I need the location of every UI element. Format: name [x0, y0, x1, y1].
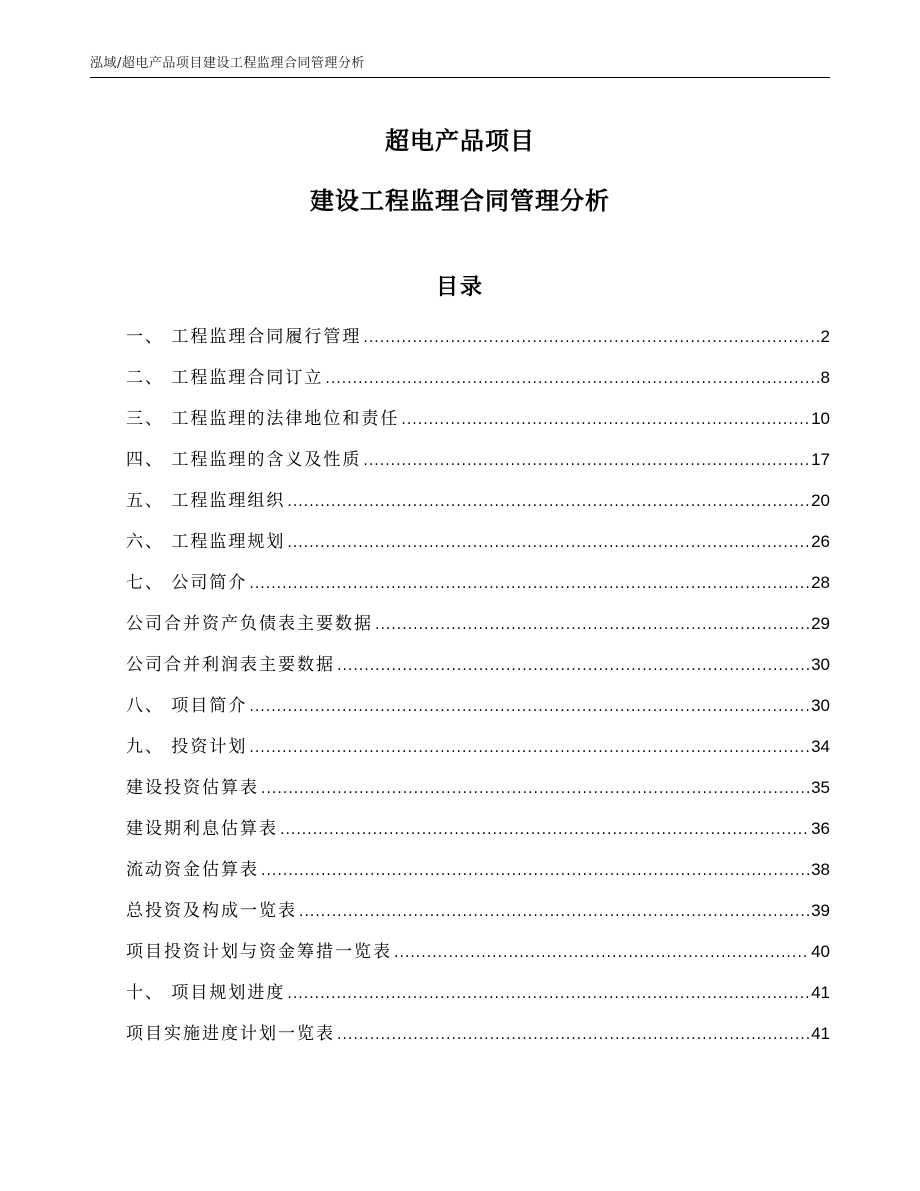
toc-entry[interactable] [126, 937, 830, 978]
toc-leader-dots [249, 569, 809, 599]
toc-leader-dots [375, 610, 809, 640]
toc-leader-dots [280, 815, 809, 845]
toc-leader-dots [394, 938, 809, 968]
toc-entry[interactable] [126, 1019, 830, 1060]
toc-entry[interactable] [126, 486, 830, 527]
toc-heading: 目录 [435, 275, 484, 300]
toc-entry[interactable] [126, 650, 830, 691]
toc-leader-dots [299, 897, 809, 927]
toc-leader-dots [337, 1020, 809, 1050]
toc-leader-dots [287, 528, 809, 558]
toc-entry-page: 2 [820, 327, 830, 346]
toc-entry-page: 41 [811, 1024, 830, 1043]
toc-entry-title: 总投资及构成一览表 [126, 901, 297, 921]
toc-entry-page: 34 [811, 737, 830, 756]
header-divider [90, 77, 830, 78]
toc-entry-title: 建设期利息估算表 [126, 819, 278, 839]
toc-entry[interactable] [126, 773, 830, 814]
toc-entry[interactable] [126, 322, 830, 363]
toc-leader-dots [363, 446, 809, 476]
toc-entry-title: 公司合并利润表主要数据 [126, 655, 335, 675]
toc-entry[interactable] [126, 732, 830, 773]
toc-entry-page: 26 [811, 532, 830, 551]
toc-entry[interactable] [126, 814, 830, 855]
toc-entry-title: 七、 公司简介 [126, 573, 248, 593]
toc-entry[interactable] [126, 527, 830, 568]
toc-leader-dots [287, 979, 809, 1009]
toc-entry-page: 35 [811, 778, 830, 797]
toc-entry[interactable] [126, 363, 830, 404]
toc-leader-dots [261, 856, 809, 886]
toc-leader-dots [249, 692, 809, 722]
toc-entry-title: 项目实施进度计划一览表 [126, 1024, 335, 1044]
toc-entry[interactable] [126, 855, 830, 896]
table-of-contents [126, 322, 830, 1060]
toc-entry-title: 五、 工程监理组织 [126, 491, 286, 511]
toc-leader-dots [325, 364, 818, 394]
toc-entry-page: 38 [811, 860, 830, 879]
toc-entry-page: 39 [811, 901, 830, 920]
toc-entry-title: 公司合并资产负债表主要数据 [126, 614, 373, 634]
toc-leader-dots [261, 774, 809, 804]
toc-entry[interactable] [126, 445, 830, 486]
toc-entry-title: 六、 工程监理规划 [126, 532, 286, 552]
toc-entry-title: 九、 投资计划 [126, 737, 248, 757]
toc-entry-title: 建设投资估算表 [126, 778, 259, 798]
toc-leader-dots [249, 733, 809, 763]
toc-entry-title: 八、 项目简介 [126, 696, 248, 716]
toc-entry-page: 20 [811, 491, 830, 510]
toc-leader-dots [337, 651, 809, 681]
toc-entry-page: 28 [811, 573, 830, 592]
running-header: 泓域/超电产品项目建设工程监理合同管理分析 [90, 56, 365, 71]
toc-entry-title: 一、 工程监理合同履行管理 [126, 327, 362, 347]
toc-entry[interactable] [126, 609, 830, 650]
toc-entry-page: 36 [811, 819, 830, 838]
document-subtitle: 建设工程监理合同管理分析 [310, 187, 610, 215]
toc-entry-page: 8 [820, 368, 830, 387]
toc-leader-dots [401, 405, 809, 435]
toc-entry[interactable] [126, 896, 830, 937]
toc-entry-page: 40 [811, 942, 830, 961]
toc-entry-page: 17 [811, 450, 830, 469]
toc-entry[interactable] [126, 568, 830, 609]
toc-entry-title: 十、 项目规划进度 [126, 983, 286, 1003]
toc-entry-page: 29 [811, 614, 830, 633]
toc-entry-page: 41 [811, 983, 830, 1002]
toc-entry-title: 流动资金估算表 [126, 860, 259, 880]
toc-leader-dots [363, 323, 818, 353]
toc-entry[interactable] [126, 978, 830, 1019]
toc-entry-title: 二、 工程监理合同订立 [126, 368, 324, 388]
toc-entry-title: 项目投资计划与资金筹措一览表 [126, 942, 392, 962]
toc-leader-dots [287, 487, 809, 517]
toc-entry-page: 30 [811, 655, 830, 674]
toc-entry[interactable] [126, 404, 830, 445]
toc-entry[interactable] [126, 691, 830, 732]
toc-entry-page: 10 [811, 409, 830, 428]
toc-entry-title: 四、 工程监理的含义及性质 [126, 450, 362, 470]
toc-entry-title: 三、 工程监理的法律地位和责任 [126, 409, 400, 429]
toc-entry-page: 30 [811, 696, 830, 715]
document-title: 超电产品项目 [385, 127, 535, 155]
